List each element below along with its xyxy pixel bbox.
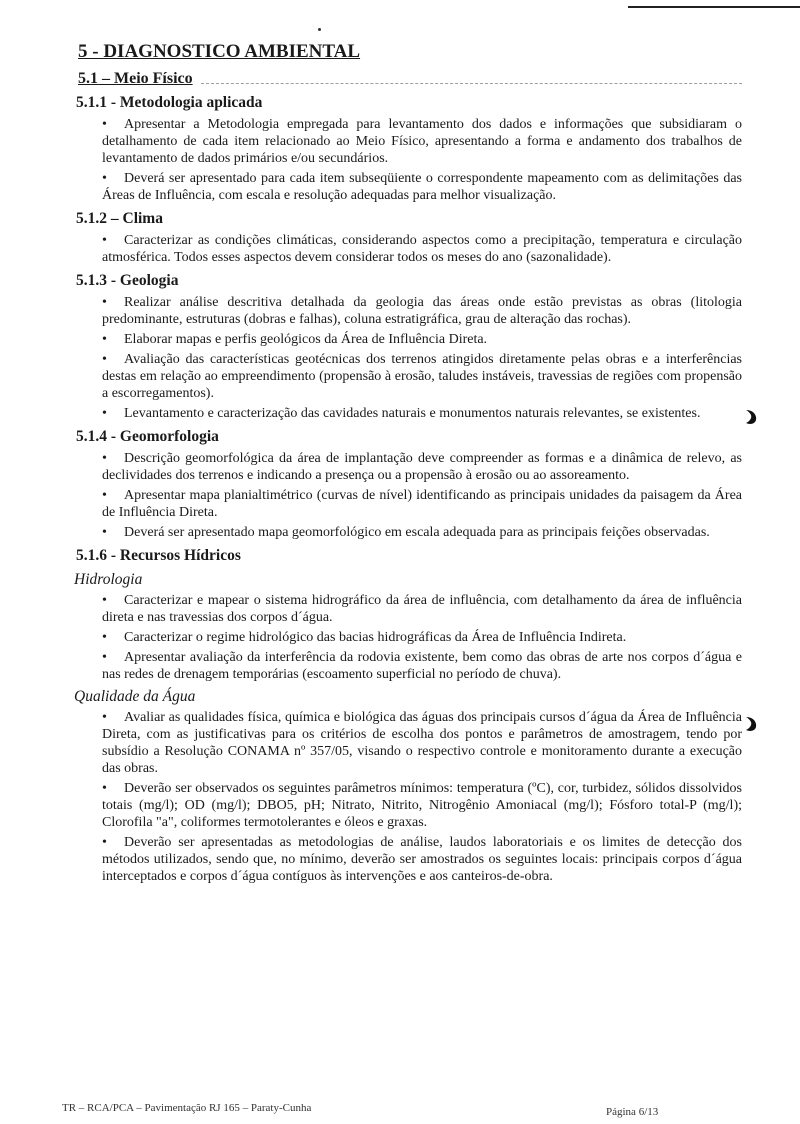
bullet-item: • Deverão ser apresentadas as metodologias de análise, laudos laboratoriais e os limites de detecção dos métodos utilizados, sendo que, no mínimo, deverão ser amostrados os seguintes locais: principais corpos d´água interceptados e corpos d´água contíguos às intervenções e aos canteiros-de-obra. [102,835,742,884]
bullet-item: • Levantamento e caracterização das cavidades naturais e monumentos naturais relevantes, se existentes. [102,406,701,421]
footer-page-number: Página 6/13 [606,1106,659,1118]
bullet-item: • Caracterizar o regime hidrológico das bacias hidrográficas da Área de Influência Indireta. [102,630,627,645]
bullet-item: • Realizar análise descritiva detalhada da geologia das áreas onde estão previstas as obras (litologia predominante, estruturas (dobras e falhas), coluna estratigráfica, grau de alteração das rochas). [102,295,742,327]
scan-dot [318,28,321,31]
subsection-heading: 5.1.6 - Recursos Hídricos [76,547,241,564]
footer-document-title: TR – RCA/PCA – Pavimentação RJ 165 – Paraty-Cunha [62,1102,312,1114]
bullet-item: • Avaliação das características geotécnicas dos terrenos atingidos diretamente pelas obras e a interferências destas em relação ao empreendimento (propensão à erosão, taludes instáveis, travessias de regiões com propensão a escorregamentos). [102,352,742,401]
section-header-row [78,70,742,88]
bullet-item: • Apresentar mapa planialtimétrico (curvas de nível) identificando as principais unidades da paisagem da Área de Influência Direta. [102,488,742,520]
document-page [74,40,742,888]
bullet-item: • Caracterizar e mapear o sistema hidrográfico da área de influência, com detalhamento da área de influência direta e nas travessias dos corpos d´água. [102,593,742,625]
bullet-item: • Deverão ser observados os seguintes parâmetros mínimos: temperatura (ºC), cor, turbidez, sólidos dissolvidos totais (mg/l); OD (mg/l); DBO5, pH; Nitrato, Nitrito, Nitrogênio Amoniacal (mg/l); Fósforo total-P (mg/l); Clorofila "a", coliformes termotolerantes e óleos e graxas. [102,781,742,830]
page-title: 5 - DIAGNOSTICO AMBIENTAL [78,41,361,62]
topic-label: Qualidade da Água [74,688,196,705]
bullet-item: • Caracterizar as condições climáticas, considerando aspectos como a precipitação, temperatura e circulação atmosférica. Todos esses aspectos devem considerar todos os meses do ano (sazonalidade). [102,233,742,265]
subsection-heading: 5.1.3 - Geologia [76,272,179,289]
bullet-item: • Apresentar avaliação da interferência da rodovia existente, bem como das obras de arte nos corpos d´água e nas redes de drenagem temporárias (escoamento superficial no período de chuva). [102,650,742,682]
topic-label: Hidrologia [74,571,143,588]
dashed-rule [201,75,742,84]
subsection-heading: 5.1.1 - Metodologia aplicada [76,94,263,111]
bullet-item: • Deverá ser apresentado para cada item subseqüiente o correspondente mapeamento com as delimitações das Áreas de Influência, com escala e resolução adequadas para melhor visualização. [102,171,742,203]
bullet-item: • Descrição geomorfológica da área de implantação deve compreender as formas e a dinâmica de relevo, as declividades dos terrenos e indicando a presença ou a propensão à erosão ou ao assoreamento. [102,451,742,483]
binder-hole-mark [744,715,758,733]
section-heading: 5.1 – Meio Físico [78,70,193,87]
bullet-item: • Deverá ser apresentado mapa geomorfológico em escala adequada para as principais feições observadas. [102,525,710,540]
subsection-heading: 5.1.2 – Clima [76,210,163,227]
top-edge-line [628,6,800,8]
bullet-item: • Apresentar a Metodologia empregada para levantamento dos dados e informações que subsidiaram o detalhamento de cada item relacionado ao Meio Físico, apresentando a forma e andamento dos trabalhos de levantamento de dados primários e/ou secundários. [102,117,742,166]
binder-hole-mark [744,408,758,426]
subsection-heading: 5.1.4 - Geomorfologia [76,428,219,445]
bullet-item: • Avaliar as qualidades física, química e biológica das águas dos principais cursos d´água da Área de Influência Direta, com as justificativas para os critérios de escolha dos pontos e parâmetros de amostragem, tendo por subsídio a Resolução CONAMA nº 357/05, visando o respectivo controle e monitoramento durante a execução das obras. [102,710,742,776]
bullet-item: • Elaborar mapas e perfis geológicos da Área de Influência Direta. [102,332,488,347]
